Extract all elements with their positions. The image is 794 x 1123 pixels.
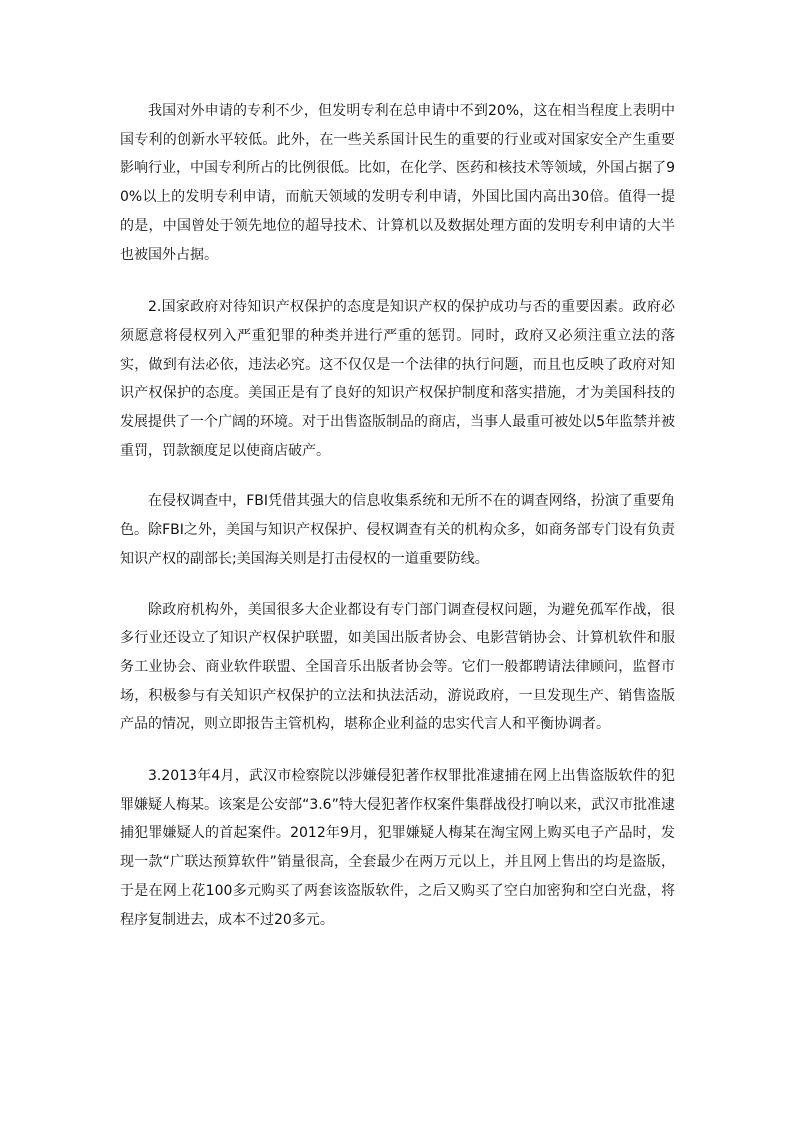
paragraph-industry-alliances: 除政府机构外，美国很多大企业都设有专门部门调查侵权问题，为避免孤军作战，很多行业还设立了知识产权保护联盟，如美国出版者协会、电影营销协会、计算机软件和服务工业协会、商业软件联盟、全国音乐出版者协会等。它们一般都聘请法律顾问，监督市场，积极参与有关知识产权保护的立法和执法活动，游说政府，一旦发现生产、销售盗版产品的情况，则立即报告主管机构，堪称企业利益的忠实代言人和平衡协调者。 — [120, 601, 675, 733]
paragraph-government-attitude: 2.国家政府对待知识产权保护的态度是知识产权的保护成功与否的重要因素。政府必须愿意将侵权列入严重犯罪的种类并进行严重的惩罚。同时，政府又必须注重立法的落实，做到有法必依，违法必究。这不仅仅是一个法律的执行问题，而且也反映了政府对知识产权保护的态度。美国正是有了良好的知识产权保护制度和落实措施，才为美国科技的发展提供了一个广阔的环境。对于出售盗版制品的商店，当事人最重可被处以5年监禁并被重罚，罚款额度足以使商店破产。 — [120, 299, 675, 459]
document-body — [120, 97, 675, 958]
paragraph-fbi-investigation: 在侵权调查中，FBI凭借其强大的信息收集系统和无所不在的调查网络，扮演了重要角色。除FBI之外，美国与知识产权保护、侵权调查有关的机构众多，如商务部专门设有负责知识产权的副部长;美国海关则是打击侵权的一道重要防线。 — [120, 493, 675, 567]
paragraph-wuhan-case: 3.2013年4月，武汉市检察院以涉嫌侵犯著作权罪批准逮捕在网上出售盗版软件的犯罪嫌疑人梅某。该案是公安部“3.6”特大侵犯著作权案件集群战役打响以来，武汉市批准逮捕犯罪嫌疑人的首起案件。2012年9月，犯罪嫌疑人梅某在淘宝网上购买电子产品时，发现一款“广联达预算软件”销量很高，全套最少在两万元以上，并且网上售出的均是盗版，于是在网上花100多元购买了两套该盗版软件，之后又购买了空白加密狗和空白光盘，将程序复制进去，成本不过20多元。 — [120, 768, 675, 928]
paragraph-patent-statistics: 我国对外申请的专利不少，但发明专利在总申请中不到20%，这在相当程度上表明中国专利的创新水平较低。此外，在一些关系国计民生的重要的行业或对国家安全产生重要影响行业，中国专利所占的比例很低。比如，在化学、医药和核技术等领域，外国占据了90%以上的发明专利申请，而航天领域的发明专利申请，外国比国内高出30倍。值得一提的是，中国曾处于领先地位的超导技术、计算机以及数据处理方面的发明专利申请的大半也被国外占据。 — [120, 103, 675, 263]
